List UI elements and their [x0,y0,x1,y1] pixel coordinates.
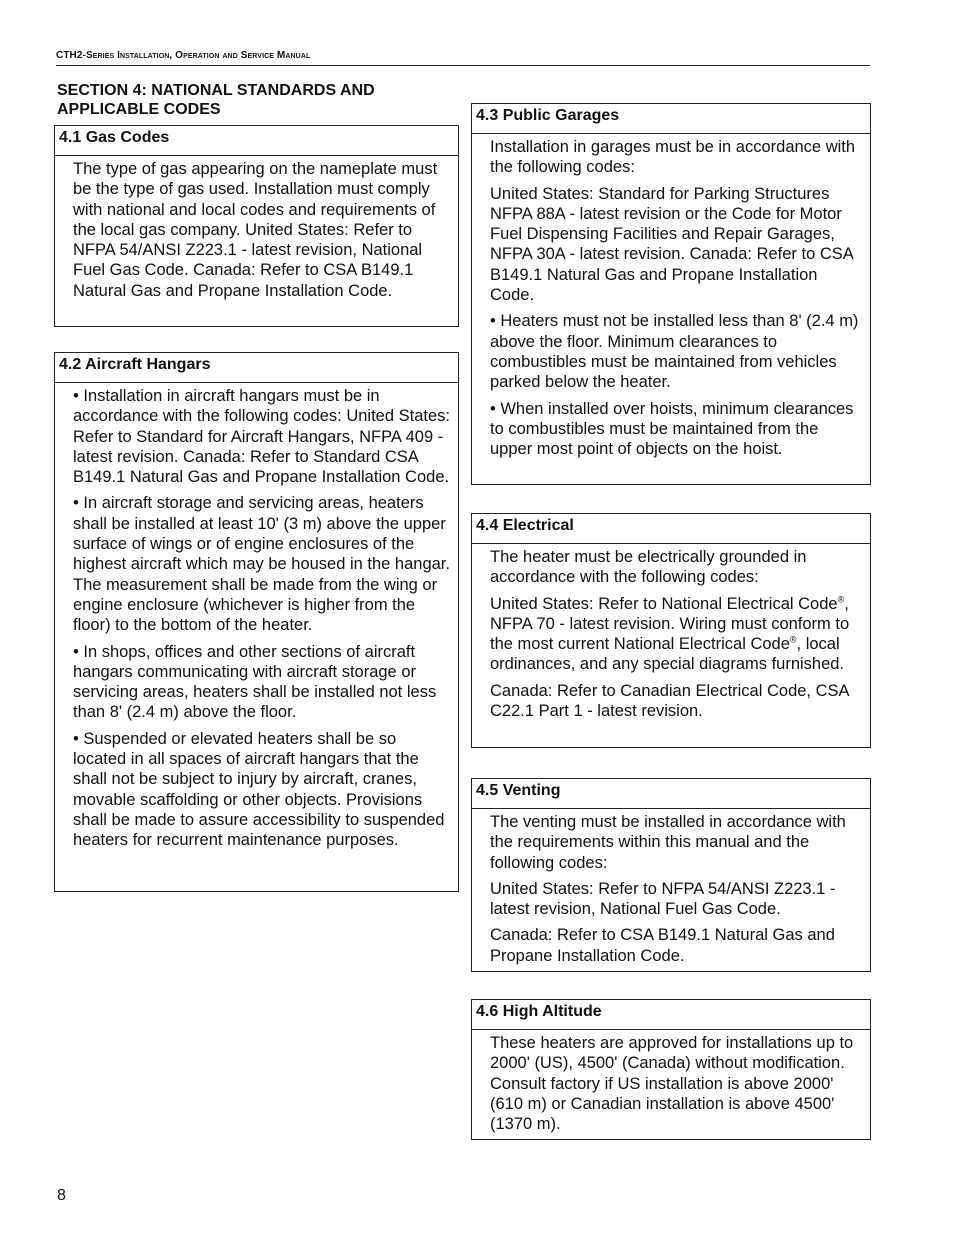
aircraft-hangars-title: 4.2 Aircraft Hangars [55,353,458,383]
electrical-p2-part-c: , local ordinances, and any special diagrams furnished. [490,635,845,674]
public-garages-title: 4.3 Public Garages [472,104,870,134]
electrical-p2-part-a: United States: Refer to National Electrical Code [490,594,838,613]
public-garages-paragraph-4: • When installed over hoists, minimum clearances to combustibles must be maintained from the upper most point of objects on the hoist. [490,399,854,459]
aircraft-hangars-box [54,352,459,892]
header-prefix: CTH2- [56,50,86,61]
high-altitude-paragraph: These heaters are approved for installations up to 2000' (US), 4500' (Canada) without modification. Consult factory if US installation is above 2000' (610 m) or Canadian installation is above 4500' (1370 m). [490,1034,854,1134]
aircraft-hangars-paragraph-2: • In aircraft storage and servicing areas, heaters shall be installed at least 10' (3 m) above the upper surface of wings or of engine enclosures of the highest aircraft which may be housed in the hangar. The measurement shall be made from the wing or engine enclosure (whichever is higher from the floor) to the bottom of the heater. [73,494,450,635]
aircraft-hangars-paragraph-3: • In shops, offices and other sections of aircraft hangars communicating with aircraft storage or servicing areas, heaters shall be installed not less than 8' (2.4 m) above the floor. [73,642,437,722]
high-altitude-box [471,999,871,1140]
gas-codes-box [54,125,459,327]
electrical-paragraph-1: The heater must be electrically grounded in accordance with the following codes: [490,548,807,587]
public-garages-body [472,134,870,459]
registered-mark-2: ® [789,634,797,645]
electrical-paragraph-3: Canada: Refer to Canadian Electrical Code, CSA C22.1 Part 1 - latest revision. [490,681,849,721]
venting-box [471,778,871,972]
electrical-body [472,544,870,721]
high-altitude-body [472,1030,870,1134]
section-title-line1: SECTION 4: NATIONAL STANDARDS AND [57,82,375,99]
registered-mark-1: ® [837,594,845,605]
venting-paragraph-3: Canada: Refer to CSA B149.1 Natural Gas and Propane Installation Code. [490,926,835,965]
electrical-p2-part-b: , NFPA 70 - latest revision. Wiring must conform to the most current National Electrical Code [490,594,850,654]
venting-title: 4.5 Venting [472,779,870,809]
section-title-line2: APPLICABLE CODES [57,101,221,118]
aircraft-hangars-paragraph-4: • Suspended or elevated heaters shall be so located in all spaces of aircraft hangars that the shall not be subject to injury by aircraft, cranes, movable scaffolding or other objects. Provisions shall be made to assure accessibility to suspended heaters for recurrent maintenance purposes. [73,729,445,850]
venting-paragraph-1: The venting must be installed in accordance with the requirements within this manual and the following codes: [490,813,846,872]
public-garages-paragraph-1: Installation in garages must be in accordance with the following codes: [490,138,856,177]
electrical-box [471,513,871,748]
electrical-title: 4.4 Electrical [472,514,870,544]
gas-codes-paragraph: The type of gas appearing on the nameplate must be the type of gas used. Installation must comply with national and local codes and requirements of the local gas company. United States: Refer to NFPA 54/ANSI Z223.1 - latest revision, National Fuel Gas Code. Canada: Refer to CSA B149.1 Natural Gas and Propane Installation Code. [73,160,438,300]
running-header [56,50,870,66]
public-garages-box [471,103,871,485]
public-garages-paragraph-2: United States: Standard for Parking Structures NFPA 88A - latest revision or the Code for Motor Fuel Dispensing Facilities and Repair Garages, NFPA 30A - latest revision. Canada: Refer to CSA B149.1 Natural Gas and Propane Installation Code. [490,184,853,305]
aircraft-hangars-paragraph-1: • Installation in aircraft hangars must be in accordance with the following codes: United States: Refer to Standard for Aircraft Hangars, NFPA 409 - latest revision. Canada: Refer to Standard CSA B149.1 Natural Gas and Propane Installation Code. [73,387,450,487]
electrical-paragraph-2 [490,594,864,675]
aircraft-hangars-body [55,383,458,851]
header-series: Series Installation, Operation and Service Manual [85,50,311,61]
gas-codes-body [55,156,458,301]
high-altitude-title: 4.6 High Altitude [472,1000,870,1030]
public-garages-paragraph-3: • Heaters must not be installed less than 8' (2.4 m) above the floor. Minimum clearances to combustibles must be maintained from vehicles parked below the heater. [490,312,859,392]
section-title [57,81,457,119]
page-number: 8 [57,1187,66,1204]
venting-body [472,809,870,966]
venting-paragraph-2: United States: Refer to NFPA 54/ANSI Z223.1 - latest revision, National Fuel Gas Code. [490,879,836,919]
gas-codes-title: 4.1 Gas Codes [55,126,458,156]
